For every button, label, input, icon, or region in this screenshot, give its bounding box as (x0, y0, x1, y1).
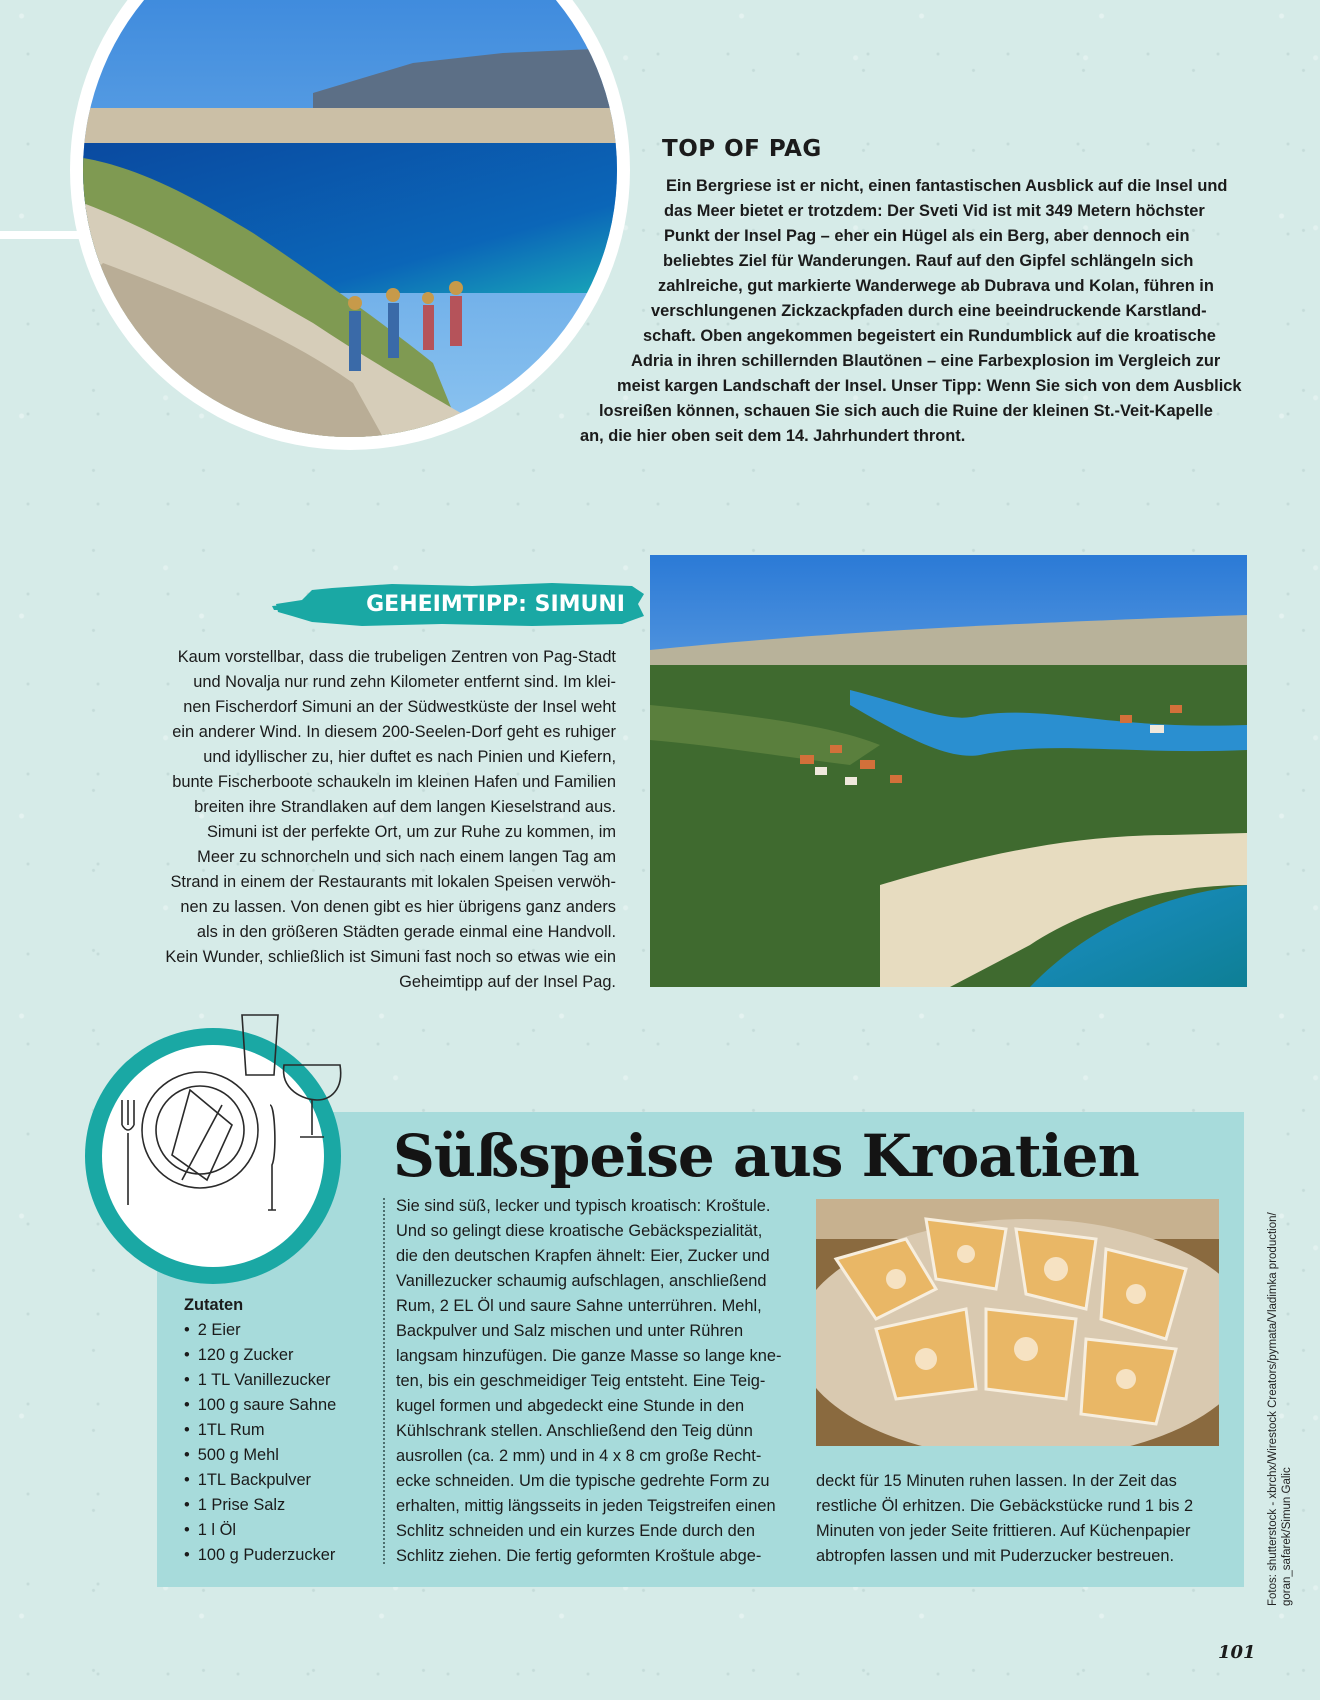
text-line: restliche Öl erhitzen. Die Gebäckstücke rund 1 bis 2 (816, 1497, 1194, 1515)
text-line: ein anderer Wind. In diesem 200-Seelen-Dorf geht es ruhiger (172, 723, 616, 741)
text-line: Strand in einem der Restaurants mit lokalen Speisen verwöh- (170, 873, 616, 891)
text-line: Punkt der Insel Pag – eher ein Hügel als ein Berg, aber dennoch ein (664, 227, 1190, 245)
text-line: Schlitz schneiden und ein kurzes Ende durch den (396, 1522, 756, 1540)
text-line: beliebtes Ziel für Wanderungen. Rauf auf den Gipfel schlängeln sich (663, 252, 1194, 270)
text-line: Vanillezucker schaumig aufschlagen, anschließend (396, 1272, 767, 1290)
text-line: verschlungenen Zickzackpfaden durch eine beeindruckende Karstland- (651, 302, 1207, 320)
text-line: Kühlschrank stellen. Anschließend den Teig dünn (396, 1422, 753, 1440)
text-line: erhalten, mittig längsseits in jeden Teigstreifen einen (396, 1497, 776, 1515)
text-line: ten, bis ein geschmeidiger Teig entsteht. Eine Teig- (396, 1372, 766, 1390)
list-item: • 1 TL Vanillezucker (184, 1368, 336, 1393)
ingredients-heading: Zutaten (184, 1296, 244, 1314)
text-line: Ein Bergriese ist er nicht, einen fantastischen Ausblick auf die Insel und (666, 177, 1228, 195)
list-item: • 1TL Backpulver (184, 1468, 336, 1493)
text-line: als in den größeren Städten gerade einmal eine Handvoll. (196, 923, 616, 941)
list-item: • 500 g Mehl (184, 1443, 336, 1468)
ingredients-list (184, 1318, 336, 1568)
simuni-paragraph (120, 645, 616, 995)
text-line: meist kargen Landschaft der Insel. Unser Tipp: Wenn Sie sich von dem Ausblick (617, 377, 1242, 395)
text-line: Adria in ihren schillernden Blautönen – eine Farbexplosion im Vergleich zur (631, 352, 1221, 370)
photo-credit (1266, 1196, 1293, 1606)
text-line: ecke schneiden. Um die typische gedrehte Form zu (396, 1472, 770, 1490)
credit-line: Fotos: shutterstock - xbrchx/Wirestock Creators/pymata/Vladimka production/ (1267, 1212, 1279, 1606)
list-item: • 2 Eier (184, 1318, 336, 1343)
text-line: langsam hinzufügen. Die ganze Masse so lange kne- (396, 1347, 782, 1365)
recipe-instructions-column-1 (396, 1194, 781, 1569)
recipe-title: Süßspeise aus Kroatien (393, 1122, 1139, 1190)
text-line: an, die hier oben seit dem 14. Jahrhundert thront. (580, 427, 966, 445)
section-title-geheimtipp: GEHEIMTIPP: SIMUNI (366, 592, 625, 617)
text-line: Simuni ist der perfekte Ort, um zur Ruhe zu kommen, im (207, 823, 616, 841)
text-line: deckt für 15 Minuten ruhen lassen. In der Zeit das (816, 1472, 1177, 1490)
text-line: und idyllischer zu, hier duftet es nach Pinien und Kiefern, (203, 748, 616, 766)
krostule-photo (816, 1199, 1219, 1446)
text-line: das Meer bietet er trotzdem: Der Sveti Vid ist mit 349 Metern höchster (664, 202, 1205, 220)
text-line: Minuten von jeder Seite frittieren. Auf Küchenpapier (816, 1522, 1191, 1540)
list-item: • 1 l Öl (184, 1518, 336, 1543)
credit-line: goran_safarek/Simun Galic (1281, 1467, 1293, 1606)
text-line: Meer zu schnorcheln und sich nach einem langen Tag am (197, 848, 616, 866)
recipe-instructions-column-2 (816, 1469, 1193, 1569)
text-line: nen zu lassen. Von denen gibt es hier übrigens ganz anders (180, 898, 616, 916)
text-line: zahlreiche, gut markierte Wanderwege ab Dubrava und Kolan, führen in (658, 277, 1214, 295)
text-line: abtropfen lassen und mit Puderzucker bestreuen. (816, 1547, 1175, 1565)
list-item: • 1TL Rum (184, 1418, 336, 1443)
text-line: die den deutschen Krapfen ähnelt: Eier, Zucker und (396, 1247, 770, 1265)
list-item: • 100 g Puderzucker (184, 1543, 336, 1568)
page-number: 101 (1218, 1642, 1256, 1663)
text-line: Rum, 2 EL Öl und saure Sahne unterrühren. Mehl, (396, 1297, 762, 1315)
text-line: Sie sind süß, lecker und typisch kroatisch: Kroštule. (396, 1197, 771, 1215)
simuni-aerial-photo (650, 555, 1247, 987)
text-line: ausrollen (ca. 2 mm) und in 4 x 8 cm große Recht- (396, 1447, 762, 1465)
text-line: Kein Wunder, schließlich ist Simuni fast noch so etwas wie ein (165, 948, 616, 966)
decorative-stripe (0, 231, 84, 239)
text-line: Backpulver und Salz mischen und unter Rühren (396, 1322, 744, 1340)
text-line: schaft. Oben angekommen begeistert ein Rundumblick auf die kroatische (643, 327, 1216, 345)
list-item: • 100 g saure Sahne (184, 1393, 336, 1418)
text-line: nen Fischerdorf Simuni an der Südwestküste der Insel weht (183, 698, 616, 716)
list-item: • 120 g Zucker (184, 1343, 336, 1368)
text-line: kugel formen und abgedeckt eine Stunde in den (396, 1397, 745, 1415)
text-line: bunte Fischerboote schaukeln im kleinen Hafen und Familien (172, 773, 616, 791)
text-line: Schlitz ziehen. Die fertig geformten Kroštule abge- (396, 1547, 762, 1565)
text-line: und Novalja nur rund zehn Kilometer entfernt sind. Im klei- (193, 673, 616, 691)
dotted-divider (383, 1198, 385, 1564)
text-line: Geheimtipp auf der Insel Pag. (399, 973, 616, 991)
tableware-illustration (112, 1005, 362, 1255)
text-line: losreißen können, schauen Sie sich auch die Ruine der kleinen St.-Veit-Kapelle (599, 402, 1213, 420)
section-title-top-of-pag: TOP OF PAG (662, 136, 822, 162)
text-line: breiten ihre Strandlaken auf dem langen Kieselstrand aus. (194, 798, 616, 816)
text-line: Kaum vorstellbar, dass die trubeligen Zentren von Pag-Stadt (177, 648, 616, 666)
text-line: Und so gelingt diese kroatische Gebäckspezialität, (396, 1222, 763, 1240)
list-item: • 1 Prise Salz (184, 1493, 336, 1518)
